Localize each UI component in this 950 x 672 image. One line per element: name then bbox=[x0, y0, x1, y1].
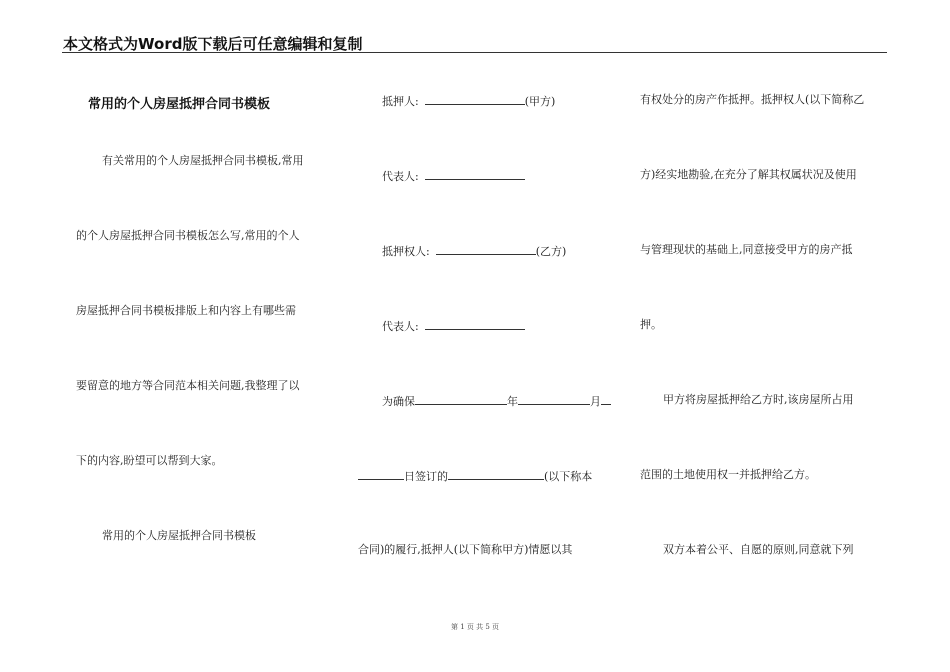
month-label: 月 bbox=[590, 395, 601, 408]
document-header-title: 本文格式为Word版下载后可任意编辑和复制 bbox=[63, 35, 363, 53]
col1-line-3: 房屋抵押合同书模板排版上和内容上有哪些需 bbox=[76, 304, 296, 317]
col3-line-6: 范围的土地使用权一并抵押给乙方。 bbox=[640, 468, 816, 481]
year-label: 年 bbox=[507, 395, 518, 408]
page-number-footer: 第 1 页 共 5 页 bbox=[450, 623, 500, 631]
contract-blank bbox=[448, 468, 544, 480]
mortgagor-blank bbox=[425, 93, 525, 105]
ensure-prefix: 为确保 bbox=[382, 395, 415, 408]
day-signed-label: 日签订的 bbox=[404, 470, 448, 483]
below-called-label: (以下称本 bbox=[544, 470, 593, 483]
day-blank bbox=[601, 393, 611, 405]
mortgagee-row bbox=[382, 243, 566, 259]
col3-line-5: 甲方将房屋抵押给乙方时,该房屋所占用 bbox=[663, 393, 854, 406]
col3-line-2: 方)经实地勘验,在充分了解其权属状况及使用 bbox=[640, 168, 857, 181]
col3-line-4: 押。 bbox=[640, 318, 662, 331]
col1-line-6: 常用的个人房屋抵押合同书模板 bbox=[102, 529, 256, 542]
mortgagee-label: 抵押权人: bbox=[382, 245, 430, 258]
day-blank-2 bbox=[358, 468, 404, 480]
col3-line-3: 与管理现状的基础上,同意接受甲方的房产抵 bbox=[640, 243, 853, 256]
representative-blank-2 bbox=[425, 318, 525, 330]
col1-line-4: 要留意的地方等合同范本相关问题,我整理了以 bbox=[76, 379, 300, 392]
representative-row-2 bbox=[382, 318, 525, 334]
document-title: 常用的个人房屋抵押合同书模板 bbox=[88, 97, 271, 112]
col3-line-7: 双方本着公平、自愿的原则,同意就下列 bbox=[663, 543, 854, 556]
col1-line-2: 的个人房屋抵押合同书模板怎么写,常用的个人 bbox=[76, 229, 300, 242]
representative-label-2: 代表人: bbox=[382, 320, 419, 333]
mortgagee-blank bbox=[436, 243, 536, 255]
year-blank bbox=[415, 393, 507, 405]
mortgagor-label: 抵押人: bbox=[382, 95, 419, 108]
representative-row-1 bbox=[382, 168, 525, 184]
mortgagor-row bbox=[382, 93, 555, 109]
ensure-row bbox=[382, 393, 611, 409]
col1-line-1: 有关常用的个人房屋抵押合同书模板,常用 bbox=[102, 154, 304, 167]
representative-label-1: 代表人: bbox=[382, 170, 419, 183]
col2-last-line: 合同)的履行,抵押人(以下简称甲方)情愿以其 bbox=[358, 543, 573, 556]
signed-row bbox=[358, 468, 592, 484]
month-blank bbox=[518, 393, 590, 405]
col3-line-1: 有权处分的房产作抵押。抵押权人(以下简称乙 bbox=[640, 93, 865, 106]
representative-blank-1 bbox=[425, 168, 525, 180]
col1-line-5: 下的内容,盼望可以帮到大家。 bbox=[76, 454, 223, 467]
party-b-label: (乙方) bbox=[535, 245, 567, 258]
party-a-label: (甲方) bbox=[524, 95, 556, 108]
header-divider bbox=[62, 52, 887, 53]
